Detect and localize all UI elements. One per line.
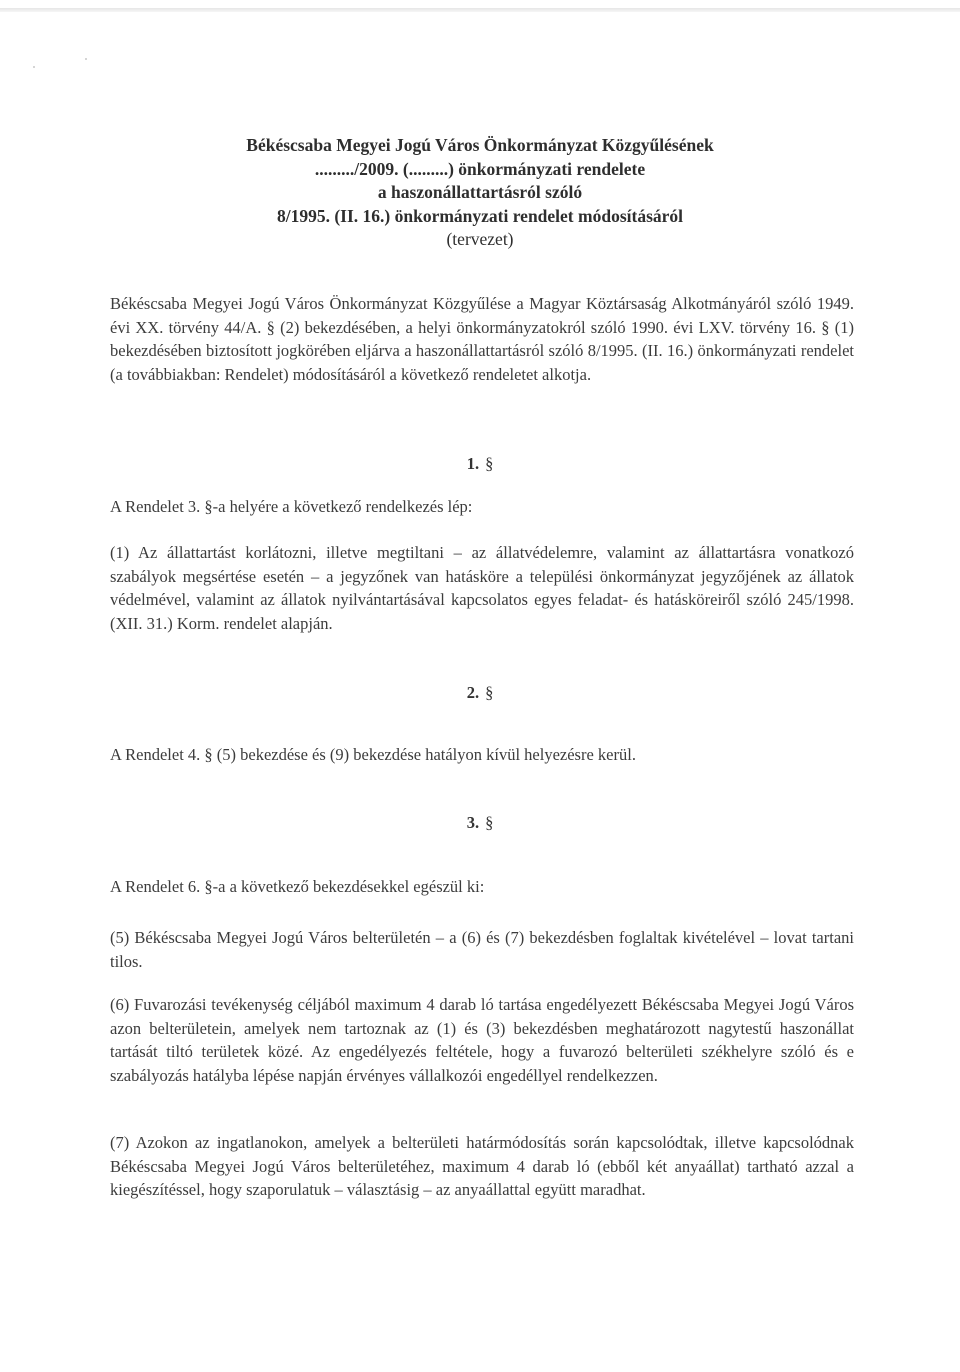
section-sign: § <box>485 683 494 702</box>
section-sign: § <box>485 813 494 832</box>
title-line: 8/1995. (II. 16.) önkormányzati rendelet módosításáról <box>276 205 684 226</box>
draft-label: (tervezet) <box>446 229 514 249</box>
preamble-paragraph: Békéscsaba Megyei Jogú Város Önkormányzat Közgyűlése a Magyar Köztársaság Alkotmányáról szóló 1949. évi XX. törvény 44/A. § (2) bekezdésében, a helyi önkormányzatokról szóló 1990. évi LXV. törvény 16. § (1) bekezdésében biztosított jogkörében eljárva a haszonállattartásról szóló 8/1995. (II. 16.) önkormányzati rendelet (a továbbiakban: Rendelet) módosításáról a következő rendeletet alkotja. <box>110 294 854 384</box>
section-paragraph: (7) Azokon az ingatlanokon, amelyek a belterületi határmódosítás során kapcsolódtak, illetve kapcsolódnak Békéscsaba Megyei Jogú Város belterületéhez, maximum 4 darab ló (ebből két anyaállat) tartható azzal a kiegészítéssel, hogy szaporulatuk – választásig – az anyaállattal együtt maradhat. <box>110 1133 854 1200</box>
section-heading <box>0 683 960 703</box>
section-intro: A Rendelet 6. §-a a következő bekezdésekkel egészül ki: <box>110 877 485 896</box>
section-heading <box>0 454 960 474</box>
section-number: 1. <box>466 454 480 473</box>
document-title <box>0 134 960 252</box>
section-intro: A Rendelet 4. § (5) bekezdése és (9) bekezdése hatályon kívül helyezésre kerül. <box>110 745 636 764</box>
section-number: 2. <box>466 683 480 702</box>
scan-speck <box>85 58 87 60</box>
title-line: ........./2009. (.........) önkormányzati rendelete <box>314 158 646 179</box>
section-sign: § <box>485 454 494 473</box>
title-line: Békéscsaba Megyei Jogú Város Önkormányzat Közgyűlésének <box>246 135 714 155</box>
title-line: a haszonállattartásról szóló <box>377 182 583 202</box>
scan-edge <box>0 8 960 12</box>
section-number: 3. <box>466 813 480 832</box>
section-paragraph: (1) Az állattartást korlátozni, illetve megtiltani – az állatvédelemre, valamint az állattartásra vonatkozó szabályok megsértése esetén – a jegyzőnek van hatásköre a települési önkormányzat jegyzőjének az állatok védelmével, valamint az állatok nyilvántartásával kapcsolatos egyes feladat- és hatásköreiről szóló 245/1998. (XII. 31.) Korm. rendelet alapján. <box>110 543 854 633</box>
scan-speck <box>33 66 35 68</box>
section-paragraph: (5) Békéscsaba Megyei Jogú Város belterületén – a (6) és (7) bekezdésben foglaltak kivételével – lovat tartani tilos. <box>110 928 854 971</box>
section-paragraph: (6) Fuvarozási tevékenység céljából maximum 4 darab ló tartása engedélyezett Békéscsaba Megyei Jogú Város azon belterületein, amelyek nem tartoznak az (1) és (3) bekezdésben meghatározott nagytestű haszonállat tartását tiltó területek közé. Az engedélyezés feltétele, hogy a fuvarozó belterületi székhelyre szóló és e szabályozás hatályba lépése napján érvényes vállalkozói engedéllyel rendelkezzen. <box>110 995 854 1085</box>
section-intro: A Rendelet 3. §-a helyére a következő rendelkezés lép: <box>110 497 473 516</box>
section-heading <box>0 813 960 833</box>
